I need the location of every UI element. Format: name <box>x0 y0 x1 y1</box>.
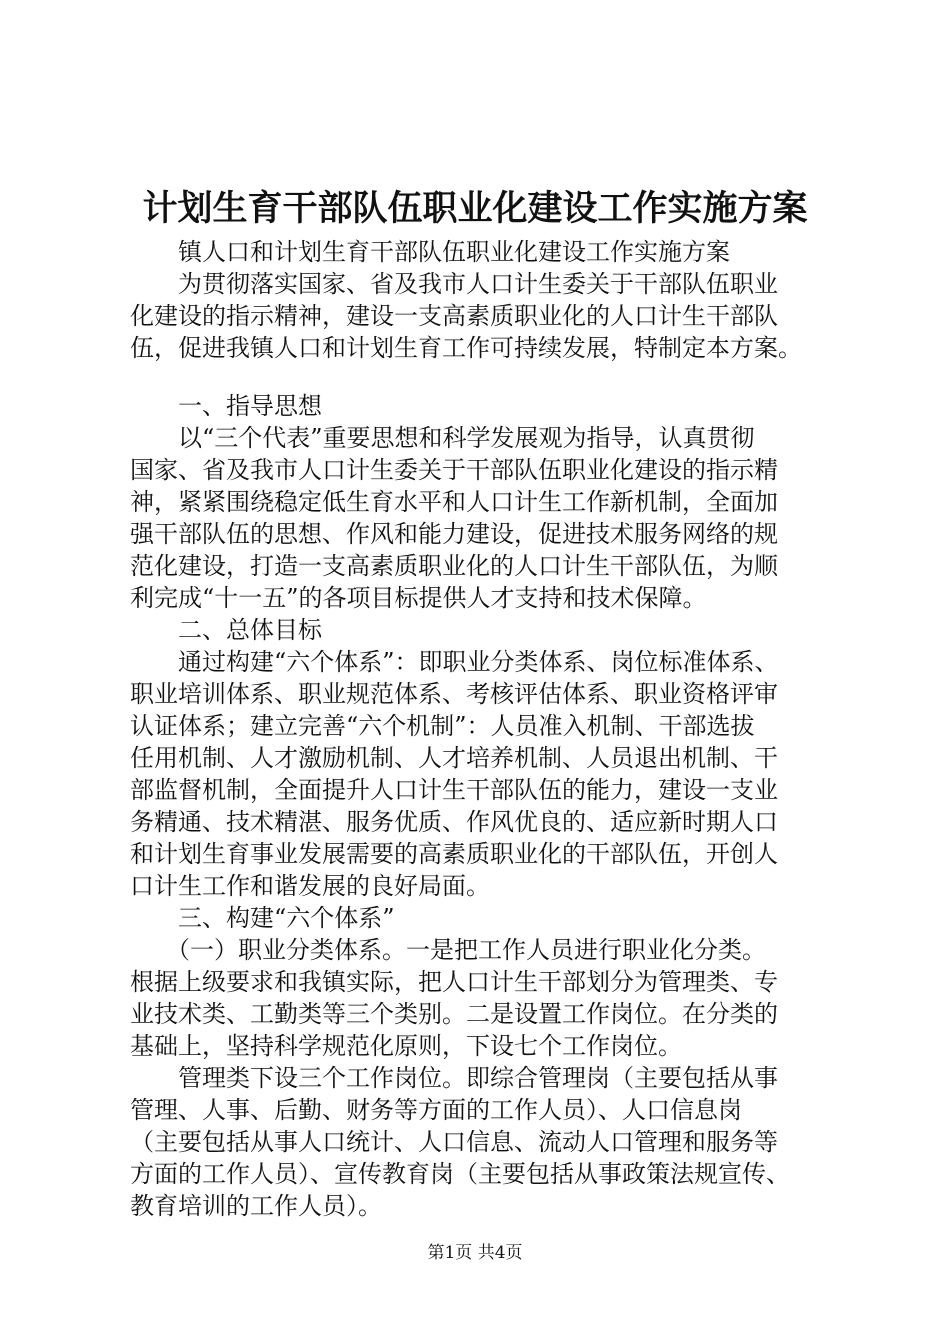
body-line: 强干部队伍的思想、作风和能力建设，促进技术服务网络的规 <box>130 520 778 548</box>
body-line: 教育培训的工作人员）。 <box>130 1192 382 1220</box>
body-line: 方面的工作人员）、宣传教育岗（主要包括从事政策法规宣传、 <box>130 1160 790 1188</box>
body-line: 管理类下设三个工作岗位。即综合管理岗（主要包括从事 <box>130 1064 778 1092</box>
body-line: 通过构建“六个体系”：即职业分类体系、岗位标准体系、 <box>130 648 779 676</box>
body-line: 以“三个代表”重要思想和科学发展观为指导，认真贯彻 <box>130 424 755 452</box>
body-line: 三、构建“六个体系” <box>130 904 395 932</box>
document-body <box>130 236 830 1222</box>
body-line: 职业培训体系、职业规范体系、考核评估体系、职业资格评审 <box>130 680 778 708</box>
body-line: 业技术类、工勤类等三个类别。二是设置工作岗位。在分类的 <box>130 1000 778 1028</box>
body-line: 伍，促进我镇人口和计划生育工作可持续发展，特制定本方案。 <box>130 334 802 362</box>
body-line: 基础上，坚持科学规范化原则，下设七个工作岗位。 <box>130 1032 682 1060</box>
body-line: 口计生工作和谐发展的良好局面。 <box>130 872 490 900</box>
page-footer: 第1页 共4页 <box>427 1243 523 1263</box>
body-line: 认证体系；建立完善“六个机制”：人员准入机制、干部选拔 <box>130 712 755 740</box>
document-title: 计划生育干部队伍职业化建设工作实施方案 <box>142 188 808 229</box>
body-line: 利完成“十一五”的各项目标提供人才支持和技术保障。 <box>130 584 707 612</box>
body-line: 和计划生育事业发展需要的高素质职业化的干部队伍，开创人 <box>130 840 778 868</box>
body-line: 神，紧紧围绕稳定低生育水平和人口计生工作新机制，全面加 <box>130 488 778 516</box>
body-line: （主要包括从事人口统计、人口信息、流动人口管理和服务等 <box>130 1128 778 1156</box>
body-line: 范化建设，打造一支高素质职业化的人口计生干部队伍，为顺 <box>130 552 778 580</box>
body-line: 化建设的指示精神，建设一支高素质职业化的人口计生干部队 <box>130 302 778 330</box>
blank-line <box>130 364 830 390</box>
body-line: 根据上级要求和我镇实际，把人口计生干部划分为管理类、专 <box>130 968 778 996</box>
body-line: 镇人口和计划生育干部队伍职业化建设工作实施方案 <box>130 238 730 266</box>
body-line: 部监督机制，全面提升人口计生干部队伍的能力，建设一支业 <box>130 776 778 804</box>
body-line: 国家、省及我市人口计生委关于干部队伍职业化建设的指示精 <box>130 456 778 484</box>
body-line: 务精通、技术精湛、服务优质、作风优良的、适应新时期人口 <box>130 808 778 836</box>
body-line: （一）职业分类体系。一是把工作人员进行职业化分类。 <box>130 936 766 964</box>
body-line: 为贯彻落实国家、省及我市人口计生委关于干部队伍职业 <box>130 270 778 298</box>
body-line: 一、指导思想 <box>130 392 322 420</box>
body-line: 任用机制、人才激励机制、人才培养机制、人员退出机制、干 <box>130 744 778 772</box>
body-line: 管理、人事、后勤、财务等方面的工作人员）、人口信息岗 <box>130 1096 742 1124</box>
body-line: 二、总体目标 <box>130 616 322 644</box>
